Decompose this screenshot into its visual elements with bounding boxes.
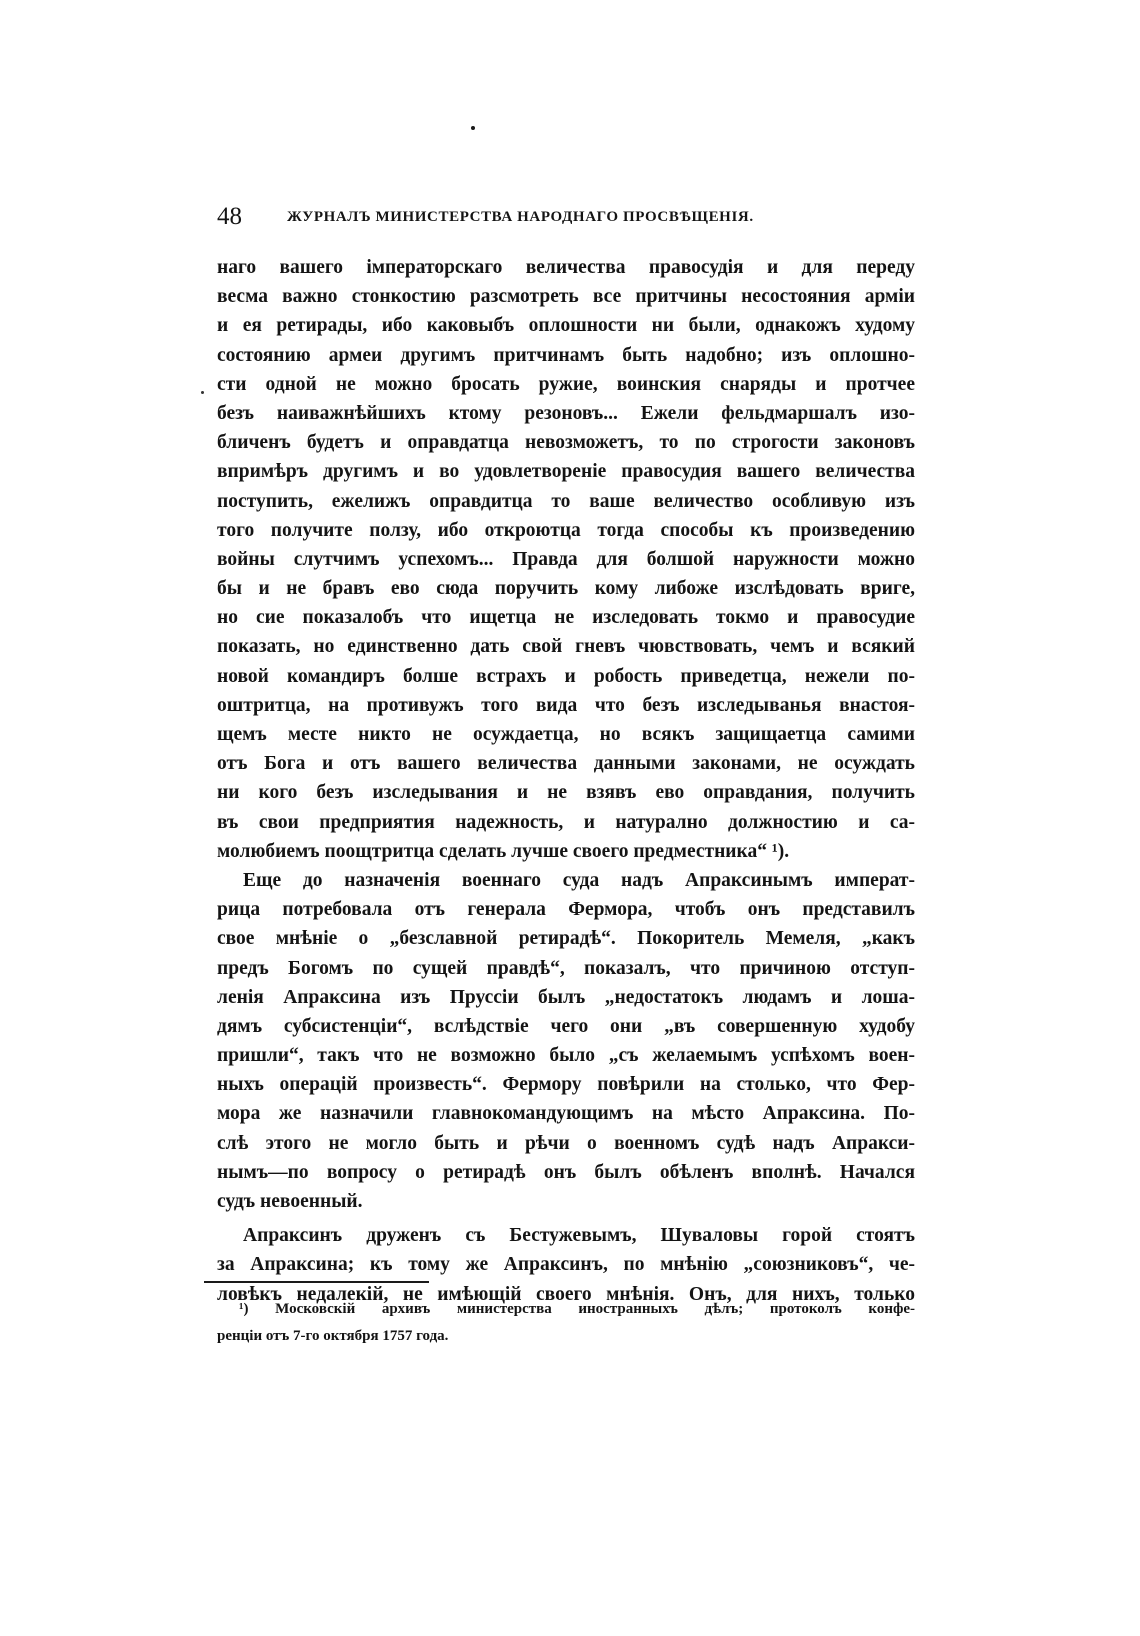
- text-line: отъ Бога и отъ вашего величества данными законами, не осуждать: [217, 753, 915, 775]
- text-line: бы и не бравъ ево сюда поручить кому либоже изслѣдовать вриге,: [217, 578, 915, 600]
- text-line: и ея ретирады, ибо каковыбъ оплошности ни были, однакожъ худому: [217, 315, 915, 337]
- text-line: войны слутчимъ успехомъ... Правда для болшой наружности можно: [217, 548, 915, 570]
- text-line: состоянию армеи другимъ притчинамъ быть надобно; изъ оплошно-: [217, 344, 915, 366]
- paragraph-line: ловѣкъ недалекій, не имѣющій своего мнѣнія. Онъ, для нихъ, только: [217, 1283, 915, 1305]
- text-line: наго вашего імператорскаго величества правосудія и для переду: [217, 257, 915, 278]
- paragraph-line: нымъ—по вопросу о ретирадѣ онъ былъ обѣленъ вполнѣ. Начался: [217, 1161, 915, 1183]
- paragraph-line: предъ Богомъ по сущей правдѣ“, показалъ, что причиною отступ-: [217, 957, 915, 979]
- footnote-line: ренціи отъ 7-го октября 1757 года.: [217, 1328, 449, 1344]
- paragraph-line: Еще до назначенія военнаго суда надъ Апраксинымъ императ-: [243, 869, 915, 891]
- text-line: но сие показалобъ что ищетца не изследовать токмо и правосудие: [217, 607, 915, 629]
- print-speck: [471, 126, 475, 130]
- text-line: показать, но единственно дать свой гневъ чювствовать, чемъ и всякий: [217, 636, 915, 658]
- paragraph-line: пришли“, такъ что не возможно было „съ желаемымъ успѣхомъ воен-: [217, 1045, 915, 1067]
- text-line: безъ наиважнѣйшихъ ктому резоновъ... Ежели фельдмаршалъ изо-: [217, 402, 915, 424]
- paragraph-line: свое мнѣніе о „безславной ретирадѣ“. Покоритель Мемеля, „какъ: [217, 928, 915, 950]
- text-line: бличенъ будетъ и оправдатца невозможетъ, то по строгости законовъ: [217, 432, 915, 454]
- text-line: ни кого безъ изследывания и не взявъ ево оправдания, получить: [217, 782, 915, 804]
- text-line: того получите ползу, ибо откроютца тогда способы къ произведению: [217, 519, 915, 541]
- paragraph-line: рица потребовала отъ генерала Фермора, чтобъ онъ представилъ: [217, 899, 915, 921]
- text-line: щемъ месте никто не осуждаетца, но всякъ защищаетца самими: [217, 724, 915, 745]
- paragraph-line: ныхъ операцій произвесть“. Фермору повѣрили на столько, что Фер-: [217, 1074, 915, 1096]
- text-line: сти одной не можно бросать ружие, воинския снаряды и протчее: [217, 373, 915, 395]
- margin-mark: [201, 391, 204, 394]
- paragraph-line: дямъ субсистенціи“, вслѣдствіе чего они „въ совершенную худобу: [217, 1015, 915, 1037]
- text-line: оштритца, на противужъ того вида что безъ изследыванья внастоя-: [217, 694, 915, 716]
- text-line: впримѣръ другимъ и во удовлетвореніе правосудия вашего величества: [217, 461, 915, 483]
- paragraph-line: слѣ этого не могло быть и рѣчи о военномъ судѣ надъ Апракси-: [217, 1132, 915, 1154]
- main-text: [217, 253, 915, 1309]
- footnote-rule: [204, 1281, 429, 1283]
- footnote: [217, 1296, 915, 1350]
- text-line: весма важно стонкостию разсмотреть все притчины несостояния арміи: [217, 286, 915, 308]
- running-title: ЖУРНАЛЪ МИНИСТЕРСТВА НАРОДНАГО ПРОСВѢЩЕНІЯ.: [287, 209, 754, 225]
- paragraph-line: мора же назначили главнокомандующимъ на мѣсто Апраксина. По-: [217, 1103, 915, 1125]
- text-line: въ свои предприятия надежность, и натурално должностию и са-: [217, 811, 915, 833]
- footnote-line: ¹) Московскій архивъ министерства иностранныхъ дѣлъ; протоколъ конфе-: [239, 1301, 915, 1317]
- text-line: поступить, ежелижъ оправдитца то ваше величество особливую изъ: [217, 490, 915, 512]
- paragraph-line: ленія Апраксина изъ Пруссіи былъ „недостатокъ людамъ и лоша-: [217, 986, 915, 1008]
- text-line: новой командиръ болше встрахъ и робость приведетца, нежели по-: [217, 665, 915, 687]
- page-number: 48: [217, 203, 242, 230]
- paragraph-line: судъ невоенный.: [217, 1191, 363, 1212]
- paragraph-line: Апраксинъ друженъ съ Бестужевымъ, Шуваловы горой стоятъ: [243, 1225, 915, 1247]
- paragraph-line: за Апраксина; къ тому же Апраксинъ, по мнѣнію „союзниковъ“, че-: [217, 1254, 915, 1276]
- text-line: молюбиемъ поощтритца сделать лучше своего предместника“ ¹).: [217, 840, 790, 862]
- page-header: [217, 202, 847, 236]
